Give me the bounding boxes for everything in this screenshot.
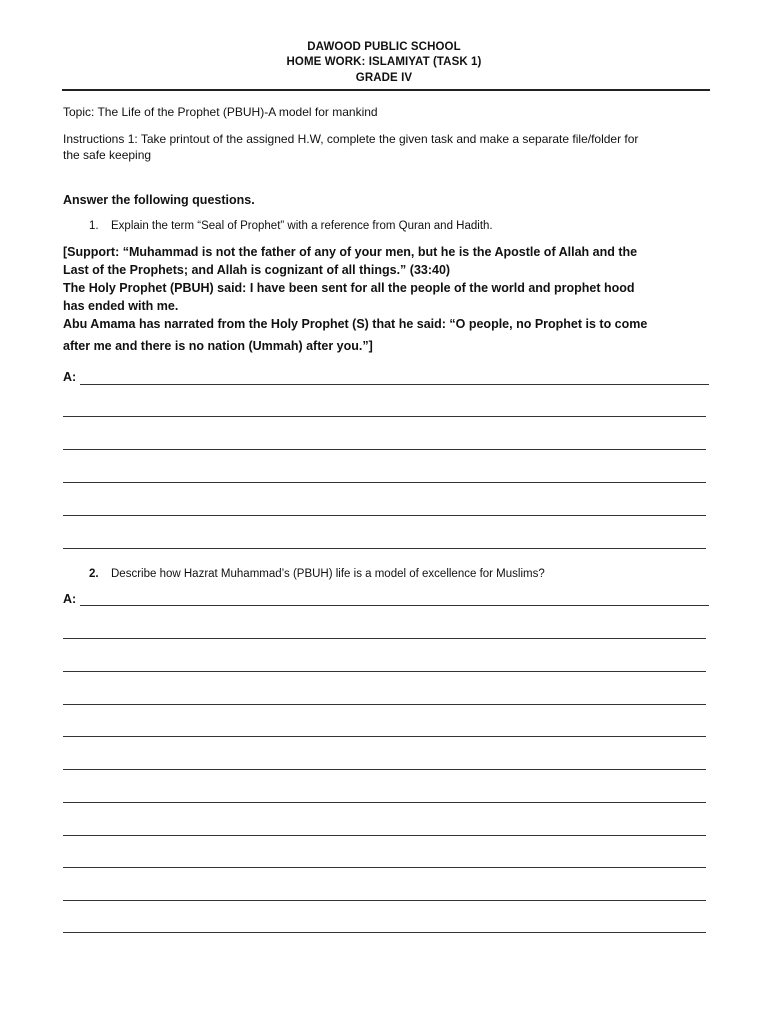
answer-line[interactable] <box>63 671 706 672</box>
answer-line[interactable] <box>63 416 706 417</box>
support-line: Abu Amama has narrated from the Holy Prophet (S) that he said: “O people, no Prophet is to come <box>63 317 648 331</box>
answer-line[interactable] <box>80 384 709 385</box>
answer-line[interactable] <box>63 515 706 516</box>
answer-line[interactable] <box>63 802 706 803</box>
answer-line[interactable] <box>63 736 706 737</box>
support-line: has ended with me. <box>63 299 179 313</box>
homework-title: HOME WORK: ISLAMIYAT (TASK 1) <box>286 56 482 68</box>
answer-line[interactable] <box>63 900 706 901</box>
instructions-line-1: Instructions 1: Take printout of the assigned H.W, complete the given task and make a separate file/folder for <box>63 132 639 146</box>
instructions-line-2: the safe keeping <box>63 148 152 162</box>
answer-label: A: <box>63 592 77 606</box>
support-line: [Support: “Muhammad is not the father of any of your men, but he is the Apostle of Allah and the <box>63 245 638 259</box>
answer-heading: Answer the following questions. <box>63 193 255 207</box>
answer-line[interactable] <box>63 548 706 549</box>
answer-line[interactable] <box>80 605 709 606</box>
answer-line[interactable] <box>63 932 706 933</box>
question-number: 2. <box>89 568 99 580</box>
question-text: Explain the term “Seal of Prophet” with a reference from Quran and Hadith. <box>111 220 493 232</box>
question-number: 1. <box>89 220 99 232</box>
school-name: DAWOOD PUBLIC SCHOOL <box>307 41 461 53</box>
answer-line[interactable] <box>63 835 706 836</box>
support-line: The Holy Prophet (PBUH) said: I have been sent for all the people of the world and prophet hood <box>63 281 635 295</box>
grade-label: GRADE IV <box>355 72 413 84</box>
answer-label: A: <box>63 370 77 384</box>
answer-line[interactable] <box>63 867 706 868</box>
answer-line[interactable] <box>63 638 706 639</box>
answer-line[interactable] <box>63 704 706 705</box>
support-line: after me and there is no nation (Ummah) after you.”] <box>63 339 373 353</box>
answer-line[interactable] <box>63 449 706 450</box>
answer-line[interactable] <box>63 769 706 770</box>
header-divider <box>62 89 710 91</box>
question-text: Describe how Hazrat Muhammad’s (PBUH) life is a model of excellence for Muslims? <box>111 568 545 580</box>
answer-line[interactable] <box>63 482 706 483</box>
topic-line: Topic: The Life of the Prophet (PBUH)-A model for mankind <box>63 105 378 119</box>
support-line: Last of the Prophets; and Allah is cognizant of all things.” (33:40) <box>63 263 451 277</box>
